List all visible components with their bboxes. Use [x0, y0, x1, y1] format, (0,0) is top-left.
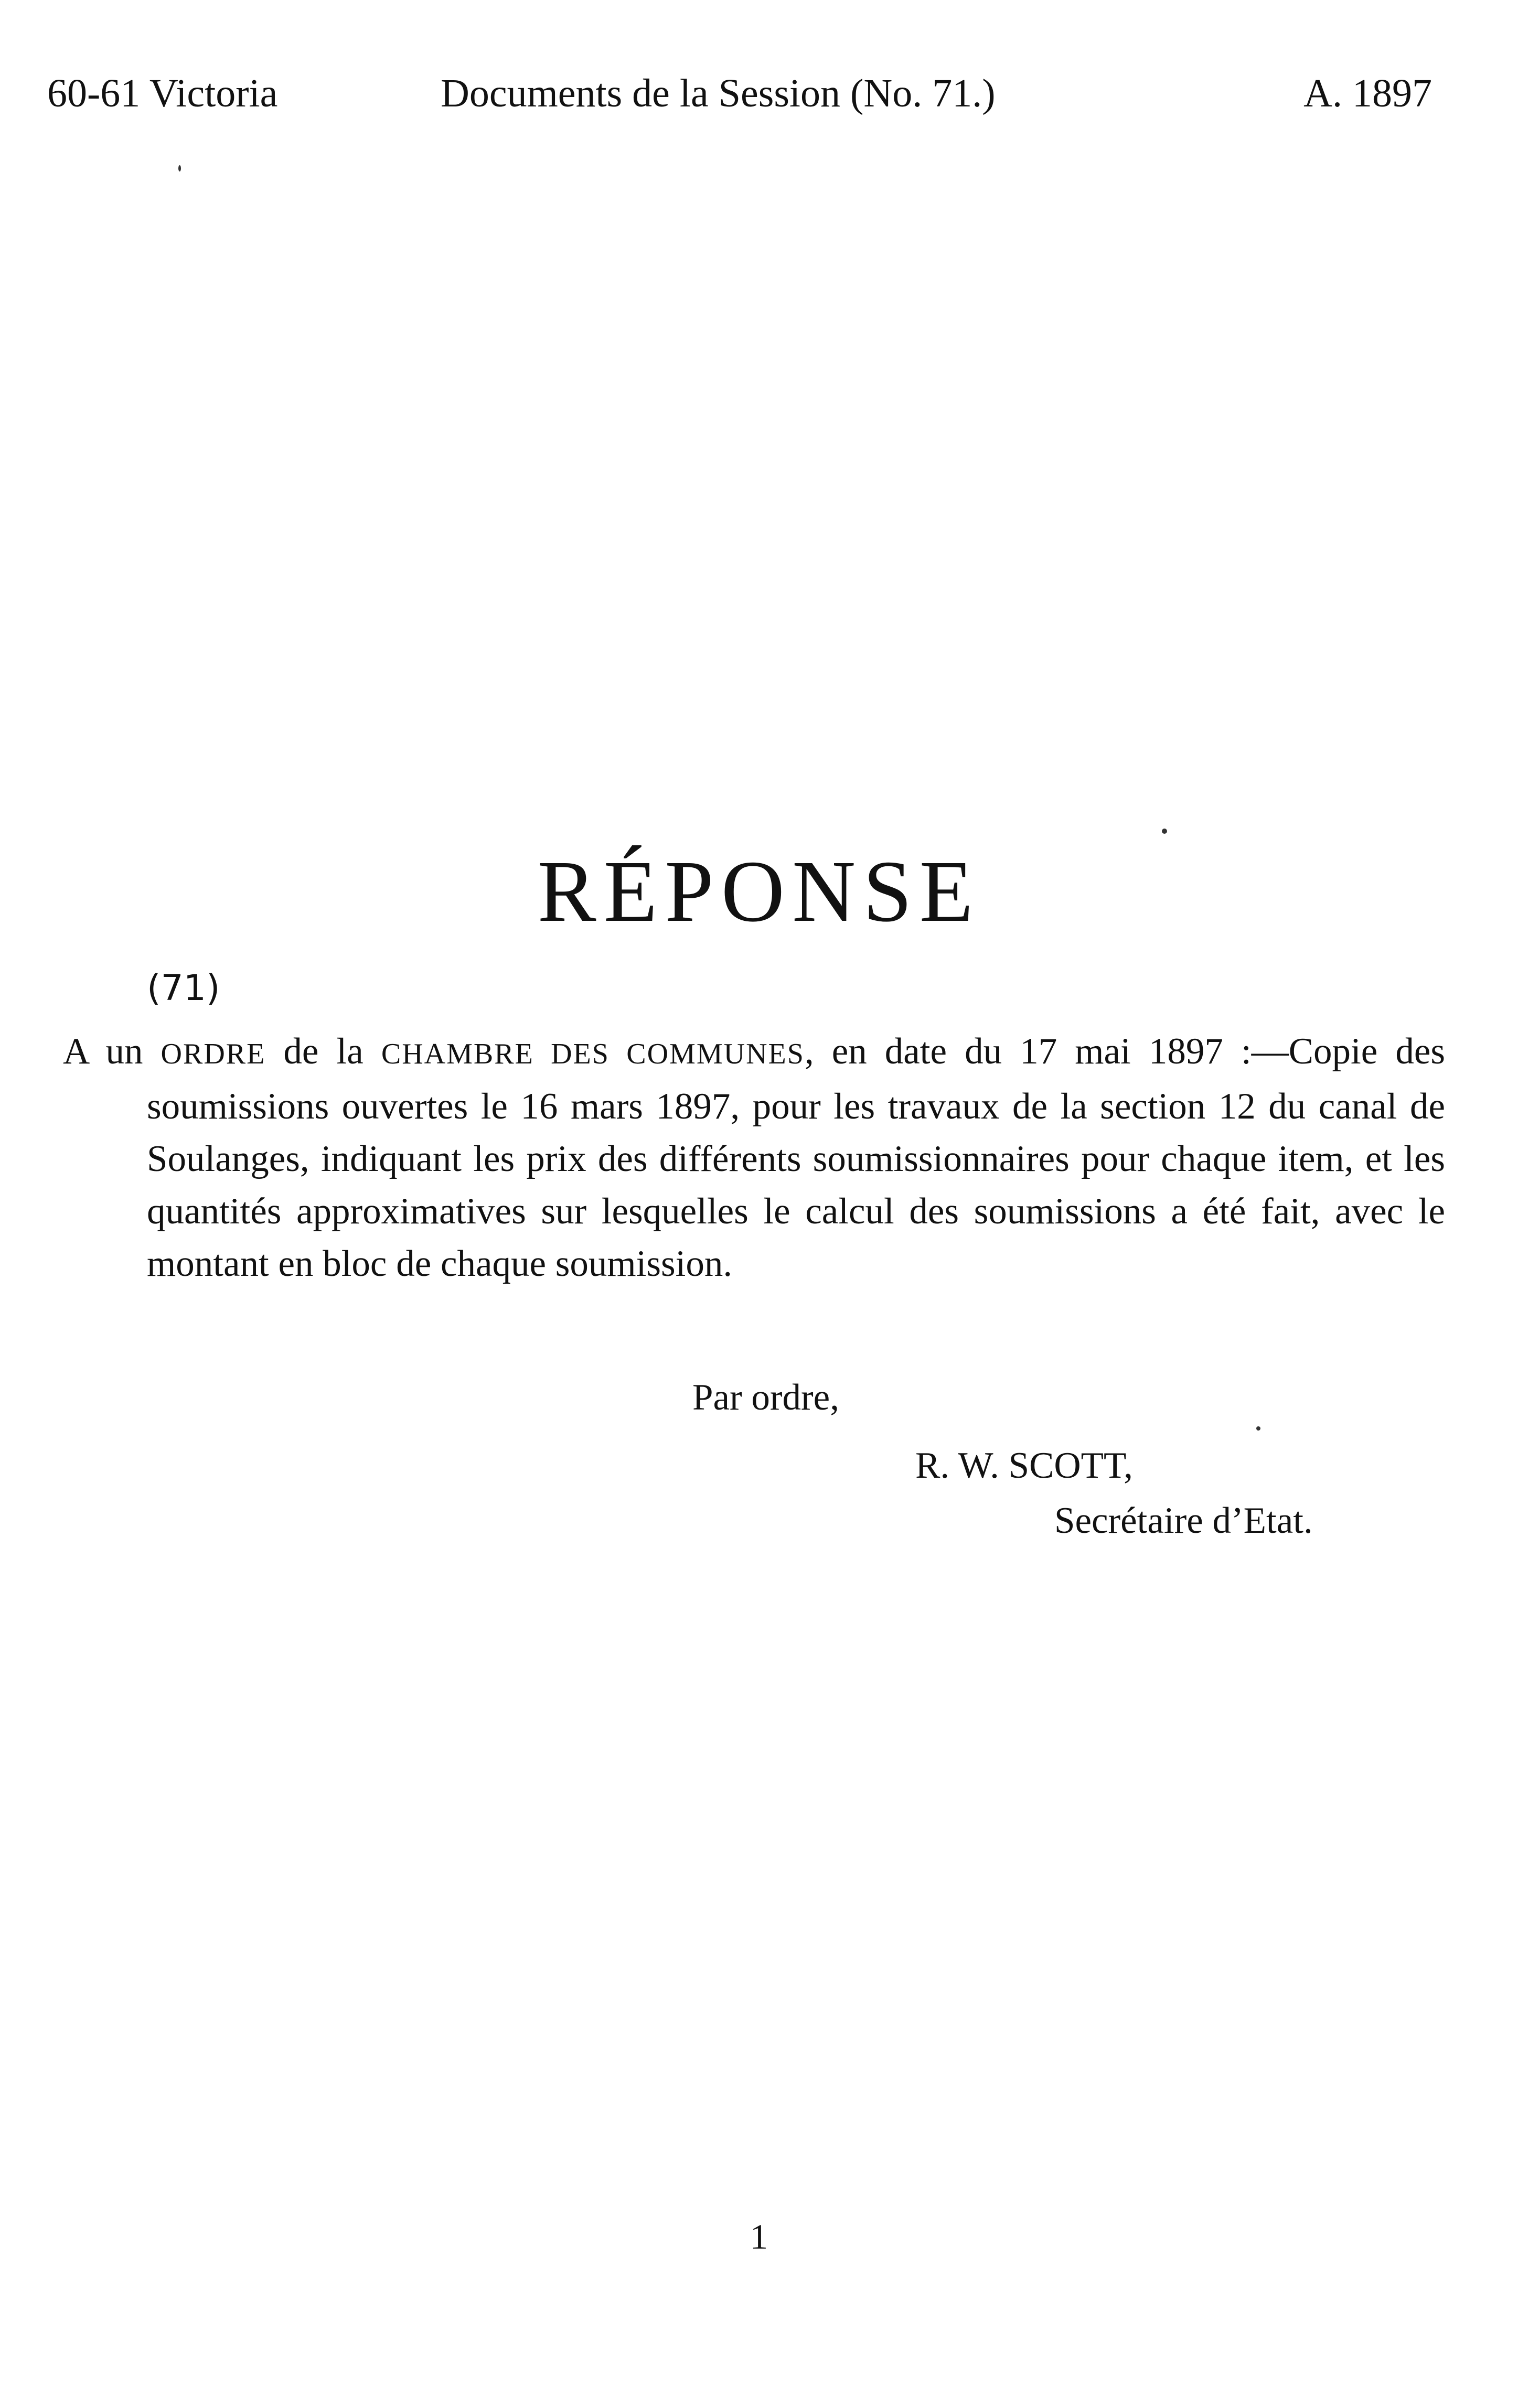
scan-speck	[178, 165, 181, 171]
page-title: RÉPONSE	[537, 843, 981, 940]
order-text-part3: , en date du 17 mai 1897 :—Copie des soumissions ouvertes le 16 mars 1897, pour les travaux de la section 12 du canal de Soulanges, indiquant les prix des différents soumissionnaires pour chaque item, et les quantités approximatives sur lesquelles le calcul des soumissions a été fait, avec le montant en bloc de chaque soumission.	[147, 1031, 1445, 1284]
header-year: A. 1897	[1303, 71, 1432, 115]
header-regnal-year: 60-61 Victoria	[47, 71, 278, 115]
order-text-part2: de la	[265, 1031, 381, 1072]
order-paragraph	[63, 1025, 1445, 1290]
order-text-ordre: ORDRE	[161, 1038, 266, 1070]
signoff-par-ordre: Par ordre,	[692, 1377, 839, 1418]
order-text-part1: A un	[63, 1031, 161, 1072]
running-header	[47, 67, 1432, 120]
document-number: (71)	[147, 968, 220, 1009]
signer-name: R. W. SCOTT,	[915, 1445, 1133, 1486]
scan-speck	[1162, 829, 1167, 834]
signer-title: Secrétaire d’Etat.	[1054, 1500, 1313, 1541]
header-session-documents: Documents de la Session (No. 71.)	[441, 71, 996, 115]
scan-speck	[1256, 1426, 1260, 1431]
order-text-chambre: CHAMBRE DES COMMUNES	[381, 1038, 805, 1070]
page-number: 1	[750, 2217, 768, 2256]
